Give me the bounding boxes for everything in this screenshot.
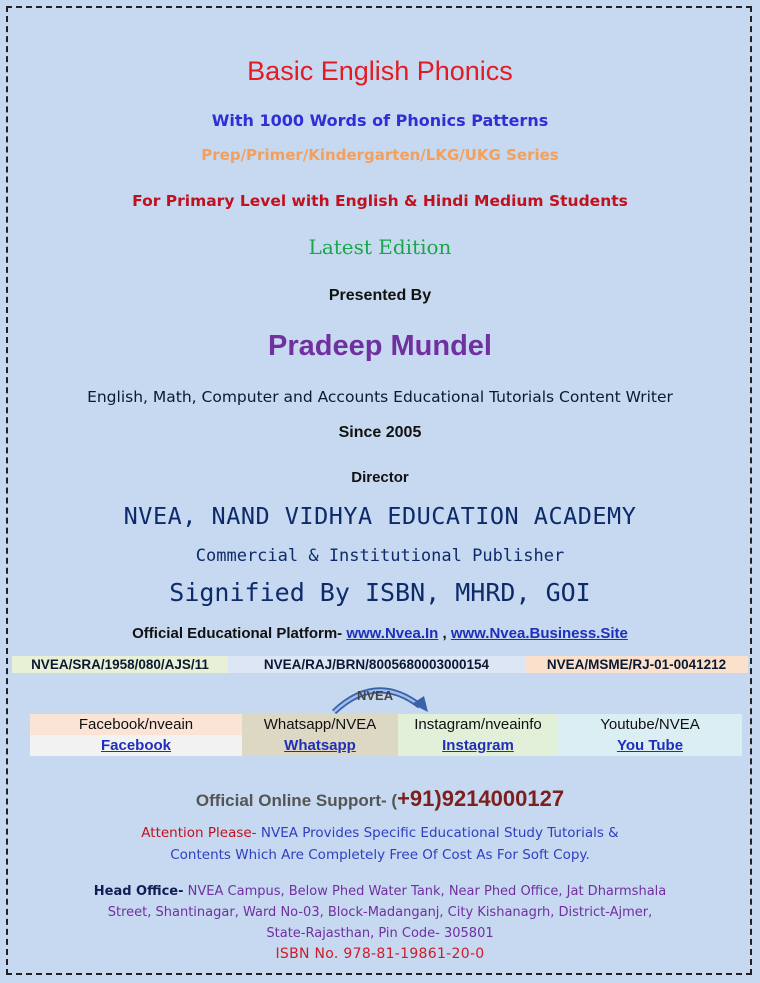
registration-brn: NVEA/RAJ/BRN/8005680003000154	[228, 656, 525, 673]
attention-line-1	[0, 825, 760, 841]
support-label: Official Online Support- (	[195, 791, 398, 810]
level-line: For Primary Level with English & Hindi Medium Students	[132, 192, 628, 210]
youtube-handle: Youtube/NVEA	[558, 714, 742, 735]
head-office-line-1	[0, 884, 760, 899]
facebook-handle: Facebook/nveain	[30, 714, 242, 735]
support-phone: +91)9214000127	[397, 786, 565, 811]
head-office-line-3: State-Rajasthan, Pin Code- 305801	[266, 926, 494, 941]
author-name: Pradeep Mundel	[268, 330, 492, 362]
book-subtitle: With 1000 Words of Phonics Patterns	[211, 111, 549, 130]
signified-line: Signified By ISBN, MHRD, GOI	[169, 578, 591, 607]
whatsapp-link[interactable]: Whatsapp	[284, 737, 356, 754]
support-line	[0, 786, 760, 812]
head-office-label: Head Office-	[93, 884, 184, 899]
attention-label: Attention Please-	[141, 825, 257, 841]
academy-name: NVEA, NAND VIDHYA EDUCATION ACADEMY	[123, 502, 637, 530]
presented-by: Presented By	[328, 287, 432, 304]
business-site-link[interactable]: www.Nvea.Business.Site	[450, 625, 628, 642]
platform-label: Official Educational Platform-	[132, 625, 343, 642]
facebook-link[interactable]: Facebook	[100, 737, 172, 754]
social-handles-row	[30, 714, 742, 735]
series-line: Prep/Primer/Kindergarten/LKG/UKG Series	[201, 146, 559, 164]
registration-sra: NVEA/SRA/1958/080/AJS/11	[12, 656, 228, 673]
platform-line	[0, 625, 760, 642]
book-title: Basic English Phonics	[247, 56, 513, 86]
publisher-line: Commercial & Institutional Publisher	[195, 546, 565, 566]
head-office-line-2: Street, Shantinagar, Ward No-03, Block-Madanganj, City Kishanagrh, District-Ajmer,	[107, 905, 653, 920]
since-year: Since 2005	[338, 424, 422, 441]
platform-separator: ,	[442, 625, 447, 642]
instagram-link[interactable]: Instagram	[442, 737, 514, 754]
attention-text-1: NVEA Provides Specific Educational Study Tutorials &	[256, 825, 619, 841]
whatsapp-handle: Whatsapp/NVEA	[242, 714, 398, 735]
nvea-arrow-label: NVEA	[357, 688, 394, 703]
author-role: English, Math, Computer and Accounts Educational Tutorials Content Writer	[87, 388, 673, 406]
head-office-text-1: NVEA Campus, Below Phed Water Tank, Near Phed Office, Jat Dharmshala	[183, 884, 667, 899]
youtube-link[interactable]: You Tube	[616, 737, 684, 754]
isbn-number: ISBN No. 978-81-19861-20-0	[275, 946, 485, 962]
website-link[interactable]: www.Nvea.In	[346, 625, 439, 642]
social-table	[30, 714, 742, 756]
registration-msme: NVEA/MSME/RJ-01-0041212	[525, 656, 748, 673]
instagram-handle: Instagram/nveainfo	[398, 714, 558, 735]
edition-label: Latest Edition	[308, 235, 452, 259]
director-label: Director	[351, 469, 409, 486]
social-links-row	[30, 735, 742, 756]
attention-line-2: Contents Which Are Completely Free Of Cost As For Soft Copy.	[170, 847, 590, 863]
